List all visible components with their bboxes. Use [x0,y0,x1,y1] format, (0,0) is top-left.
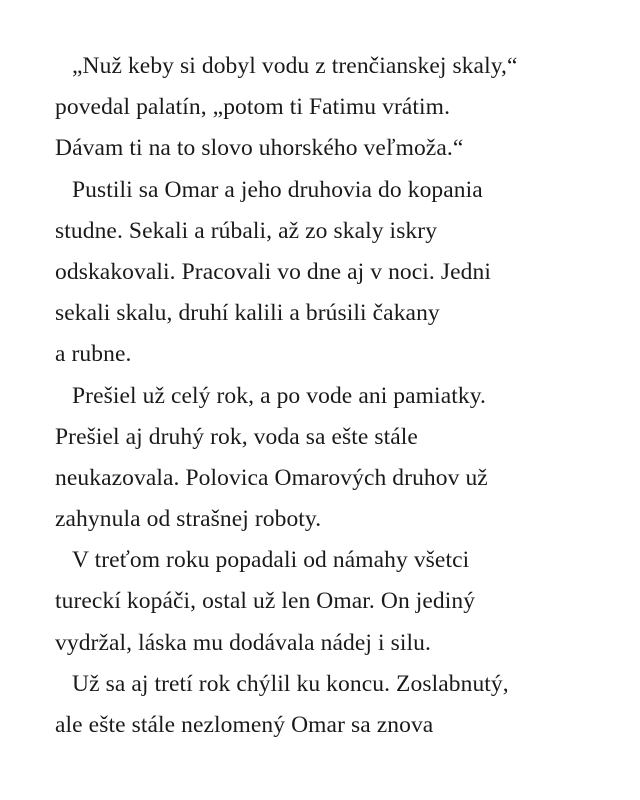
text-line: ale ešte stále nezlomený Omar sa znova [55,712,434,738]
text-line: neukazovala. Polovica Omarových druhov už [55,464,488,491]
book-page [55,46,615,746]
text-line: V treťom roku popadali od námahy všetci [72,547,470,574]
text-line: Už sa aj tretí rok chýlil ku koncu. Zoslabnutý, [72,670,509,697]
paragraph [55,376,615,541]
text-line: sekali skalu, druhí kalili a brúsili čakany [55,300,440,327]
text-line: a rubne. [55,341,132,368]
paragraph [55,540,615,664]
paragraph [55,664,615,746]
text-line: odskakovali. Pracovali vo dne aj v noci. Jedni [55,258,491,285]
text-line: „Nuž keby si dobyl vodu z trenčianskej skaly,“ [72,53,518,79]
text-line: Prešiel už celý rok, a po vode ani pamiatky. [72,382,486,409]
text-line: Pustili sa Omar a jeho druhovia do kopania [72,176,483,203]
text-line: Prešiel aj druhý rok, voda sa ešte stále [55,423,418,450]
paragraph [55,46,615,170]
text-line: zahynula od strašnej roboty. [55,506,322,533]
text-line: tureckí kopáči, ostal už len Omar. On jediný [55,588,476,615]
paragraph [55,170,615,376]
text-line: studne. Sekali a rúbali, až zo skaly iskry [55,217,438,244]
text-line: Dávam ti na to slovo uhorského veľmoža.“ [55,135,464,162]
text-line: vydržal, láska mu dodávala nádej i silu. [55,629,431,656]
text-line: povedal palatín, „potom ti Fatimu vrátim. [55,94,451,121]
